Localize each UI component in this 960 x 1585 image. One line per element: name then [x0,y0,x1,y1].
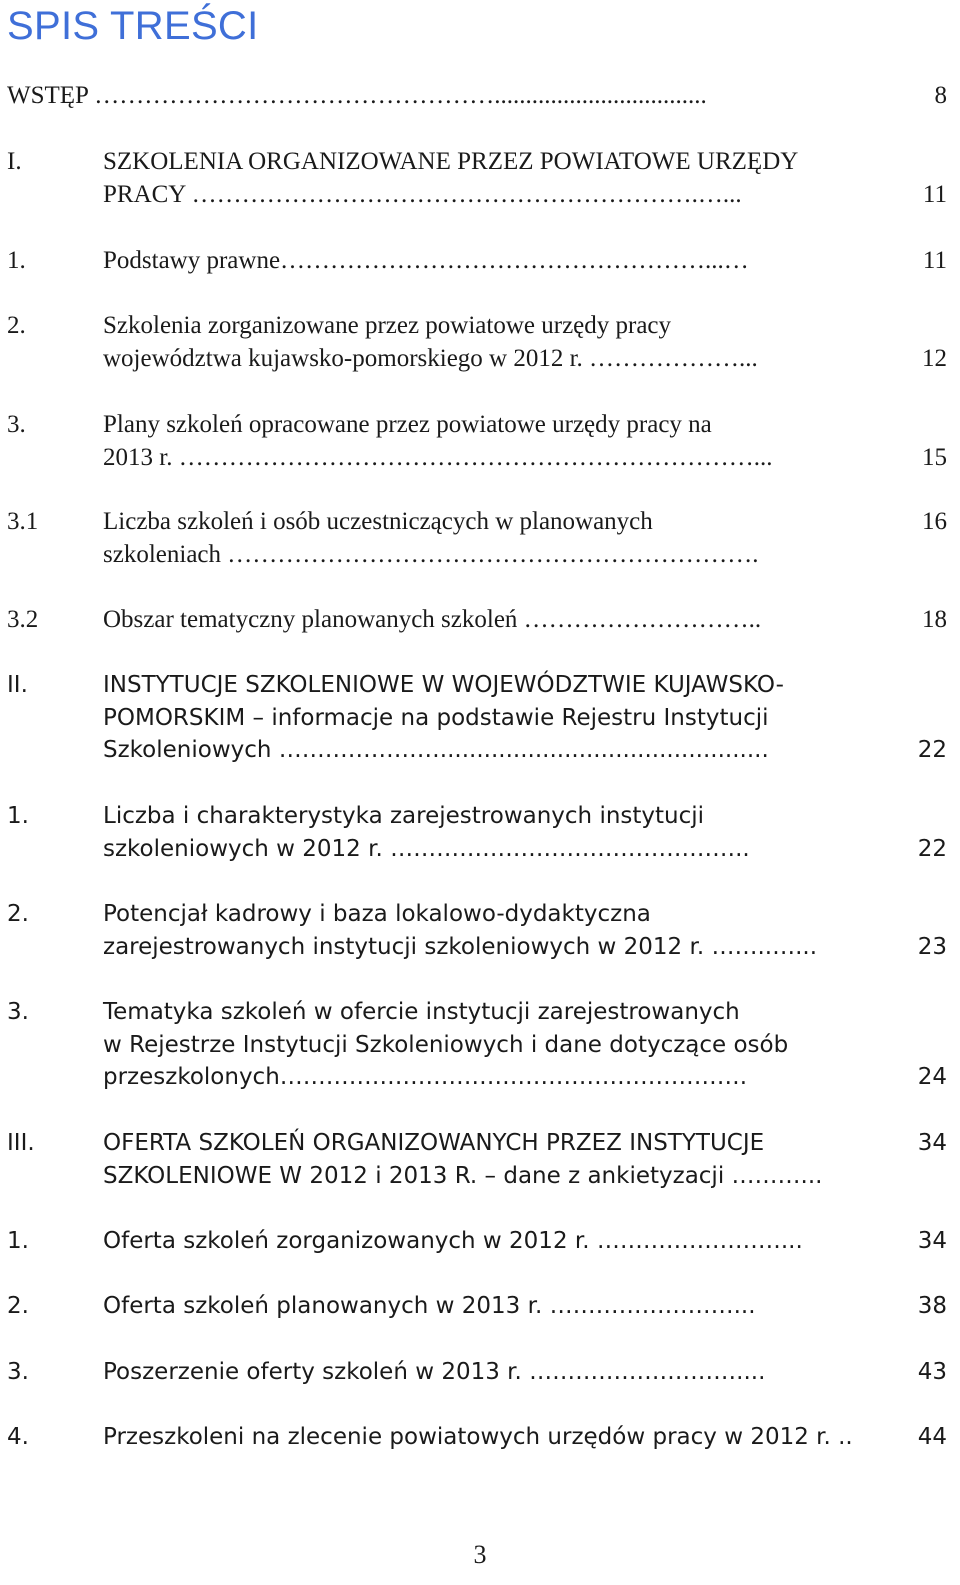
toc-entry-label: Liczba szkoleń i osób uczestniczących w planowanych szkoleniach ………………………………………………………. [103,508,759,568]
toc-entry-page: 11 [922,247,947,274]
toc-entry-number: III. [7,1130,35,1156]
toc-entry-page: 44 [917,1424,947,1450]
toc-entry-number: 1. [7,1228,29,1254]
toc-entry-label: Liczba i charakterystyka zarejestrowanych instytucji szkoleniowych w 2012 r. ……………………………………….. [103,803,750,862]
toc-entry-number: 3. [7,999,29,1025]
toc-entry-page: 34 [917,1228,947,1254]
toc-entry-page: 24 [917,1064,947,1090]
toc-entry-page: 12 [922,344,947,372]
toc-entry-page: 18 [922,606,947,633]
toc-entry-page: 23 [917,933,947,960]
toc-entry-label: Plany szkoleń opracowane przez powiatowe urzędy pracy na 2013 r. ……………………………………………………………... [103,411,773,471]
toc-entry-label: Poszerzenie oferty szkoleń w 2013 r. ……………………….... [103,1359,766,1385]
toc-title: SPIS TREŚCI [7,4,259,48]
toc-entry-page: 16 [922,508,947,535]
toc-entry-label: Tematyka szkoleń w ofercie instytucji zarejestrowanych w Rejestrze Instytucji Szkoleniowych i dane dotyczące osób przeszkolonych……………………………………………………. [103,999,789,1090]
toc-entry-label: OFERTA SZKOLEŃ ORGANIZOWANYCH PRZEZ INSTYTUCJE SZKOLENIOWE W 2012 i 2013 R. – dane z ankietyzacji ………... [103,1130,823,1189]
toc-entry-number: 4. [7,1424,29,1450]
toc-entry-page: 8 [934,82,947,109]
toc-entry-label: Oferta szkoleń planowanych w 2013 r. ……………………... [103,1293,756,1319]
toc-entry-number: 3.1 [7,508,39,535]
toc-entry-label: WSTĘP ………………………………………….................................. [7,82,707,109]
toc-entry-label: Podstawy prawne……………………………………………...… [103,247,749,274]
toc-entry-page: 38 [917,1293,947,1319]
toc-entry-number: II. [7,672,28,698]
toc-entry-label: Szkolenia zorganizowane przez powiatowe urzędy pracy województwa kujawsko-pomorskiego w 2012 r. ………………... [103,312,758,372]
toc-entry-page: 11 [922,180,947,208]
toc-entry-number: 1. [7,247,26,274]
toc-entry-number: 3. [7,411,26,438]
toc-entry-label: INSTYTUCJE SZKOLENIOWE W WOJEWÓDZTWIE KUJAWSKO- POMORSKIM – informacje na podstawie Rejestru Instytucji Szkoleniowych …………………............................................. [103,672,784,763]
page-number: 3 [473,1540,487,1569]
toc-entry-number: I. [7,148,22,175]
toc-entry-number: 2. [7,901,29,927]
toc-entry-page: 15 [922,443,947,471]
toc-entry-page: 22 [917,835,947,862]
toc-entry-page: 22 [917,737,947,763]
toc-entry-number: 2. [7,1293,29,1319]
toc-entry-label: Obszar tematyczny planowanych szkoleń ……………………….. [103,606,762,633]
toc-entry-number: 3. [7,1359,29,1385]
toc-entry-page: 34 [917,1130,947,1156]
toc-entry-page: 43 [917,1359,947,1385]
toc-entry-label: SZKOLENIA ORGANIZOWANE PRZEZ POWIATOWE URZĘDY PRACY …………………………………………………….…... [103,148,799,208]
toc-entry-label: Przeszkoleni na zlecenie powiatowych urzędów pracy w 2012 r. .. [103,1424,853,1450]
toc-entry-number: 2. [7,312,26,339]
toc-entry-label: Potencjał kadrowy i baza lokalowo-dydaktyczna zarejestrowanych instytucji szkoleniowych w 2012 r. ……..…... [103,901,818,960]
toc-entry-number: 1. [7,803,29,829]
toc-entry-label: Oferta szkoleń zorganizowanych w 2012 r. ……………………... [103,1228,803,1254]
toc-entry-number: 3.2 [7,606,39,633]
